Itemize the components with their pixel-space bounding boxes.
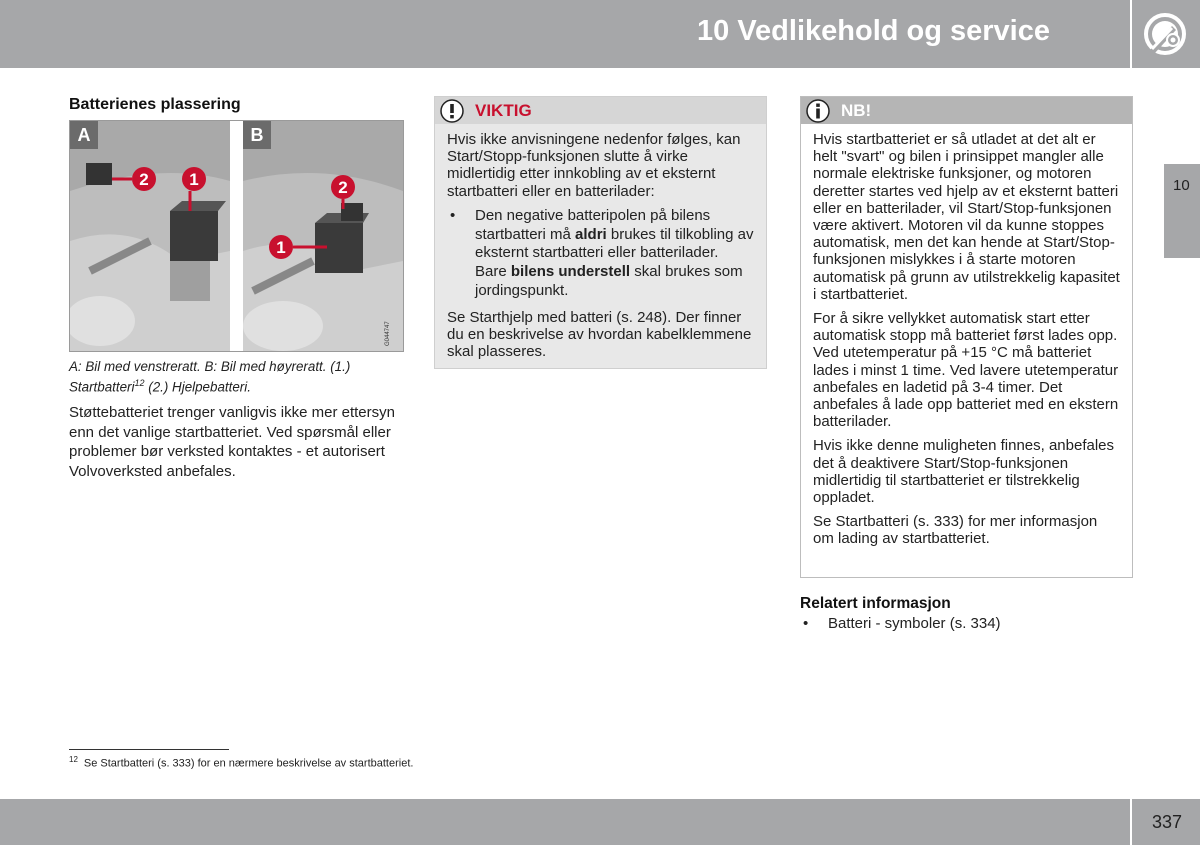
start-battery-a	[170, 211, 218, 261]
page-number: 337	[1151, 812, 1182, 832]
page-header	[0, 0, 1130, 68]
panel-b-label: B	[243, 121, 271, 149]
callout-1-a-label: 1	[189, 170, 199, 189]
related-info-link[interactable]: • Batteri - symboler (s. 334)	[800, 615, 1130, 632]
note-box-body	[801, 124, 1132, 548]
chapter-icon-box	[1132, 0, 1200, 68]
note-box	[800, 96, 1133, 578]
important-box-label: VIKTIG	[475, 101, 532, 120]
caption-text-2: (2.) Hjelpebatteri.	[144, 379, 251, 395]
important-box	[434, 96, 767, 369]
wrench-gear-icon	[1142, 12, 1188, 56]
exclamation-icon	[439, 99, 465, 123]
bullet-text-2: brukes til tilkobling av eksternt startbatteri eller batterilader. Bare	[475, 225, 754, 281]
section-heading: Batterienes plassering	[69, 96, 241, 113]
note-paragraph-2: For å sikre vellykket automatisk start etter automatisk stopp må batteriet først lades opp. Ved utetemperatur på +15 °C må batteriet lades i minst 1 time. Ved lavere utetemperatur anbefales en ladetid på 3-4 timer. Det anbefales å lade opp batteriet med en ekstern batterilader.	[813, 310, 1119, 431]
page-footer	[0, 799, 1130, 845]
note-box-header	[801, 97, 1132, 124]
chapter-title: 10 Vedlikehold og service	[697, 15, 1050, 47]
chapter-side-tab	[1164, 164, 1200, 258]
related-info-heading: Relatert informasjon	[800, 595, 951, 612]
body-paragraph: Støttebatteriet trenger vanligvis ikke mer ettersyn enn det vanlige startbatteriet. Ved spørsmål eller problemer bør verksted kontaktes - et autorisert Volvoverksted anbefales.	[69, 404, 395, 480]
callout-2-a-label: 2	[139, 170, 149, 189]
footnote-divider	[69, 749, 229, 750]
callout-1-b-label: 1	[276, 238, 286, 257]
figure-caption	[69, 358, 404, 395]
note-paragraph-4: Se Startbatteri (s. 333) for mer informasjon om lading av startbatteriet.	[813, 513, 1098, 548]
battery-location-figure	[69, 120, 404, 352]
note-paragraph-1: Hvis startbatteriet er så utladet at det alt er helt "svart" og bilen i prinsippet mangler alle normale elektriske funksjoner, og motoren deretter startes ved hjelp av et eksternt batteri eller en batterilader, vil Start/Stop-funksjonen være aktivert. Motoren vil da kunne stoppes automatisk, men det kan hende at Start/Stop-funksjonen mislykkes i å starte motoren automatisk på grunn av utilstrekkelig kapasitet i startbatteriet.	[813, 131, 1120, 303]
image-code: G044747	[385, 321, 391, 346]
footnote-text: Se Startbatteri (s. 333) for en nærmere beskrivelse av startbatteriet.	[83, 757, 414, 770]
note-paragraph-3: Hvis ikke denne muligheten finnes, anbefales det å deaktivere Start/Stop-funksjonen midlertidig til startbatteriet er tilstrekkelig oppladet.	[813, 437, 1115, 507]
engine-bay-illustration-a	[70, 121, 230, 351]
figure-panel-b	[243, 121, 403, 351]
figure-panel-a	[70, 121, 230, 351]
bullet-text-3: skal brukes som jordingspunkt.	[475, 263, 743, 299]
bullet-bold-1: aldri	[575, 225, 607, 243]
related-info	[800, 595, 1130, 632]
important-box-body	[435, 124, 766, 360]
footnote-number: 12	[69, 755, 78, 764]
important-outro: Se Starthjelp med batteri (s. 248). Der finner du en beskrivelse av hvordan kabelklemmene skal plasseres.	[447, 308, 752, 361]
note-box-label: NB!	[841, 101, 872, 120]
important-intro: Hvis ikke anvisningene nedenfor følges, kan Start/Stopp-funksjonen slutte å virke midlertidig etter innkobling av et eksternt startbatteri eller en batterilader:	[447, 131, 741, 200]
left-column	[69, 96, 404, 481]
bullet-text-1: Den negative batteripolen på bilens startbatteri må	[475, 206, 711, 243]
important-box-header	[435, 97, 766, 124]
page-number-box	[1132, 799, 1200, 845]
engine-bay-illustration-b	[243, 121, 403, 351]
footnote	[69, 755, 413, 770]
important-bullet	[447, 207, 754, 301]
caption-text-1: A: Bil med venstreratt. B: Bil med høyreratt. (1.) Startbatteri	[69, 359, 351, 395]
side-tab-label: 10	[1173, 177, 1190, 194]
info-icon	[805, 99, 831, 123]
caption-footnote-ref: 12	[134, 378, 145, 388]
callout-2-b-label: 2	[338, 178, 348, 197]
auxiliary-battery-a	[86, 163, 112, 185]
bullet-bold-2: bilens understell	[510, 263, 631, 281]
panel-a-label: A	[70, 121, 98, 149]
